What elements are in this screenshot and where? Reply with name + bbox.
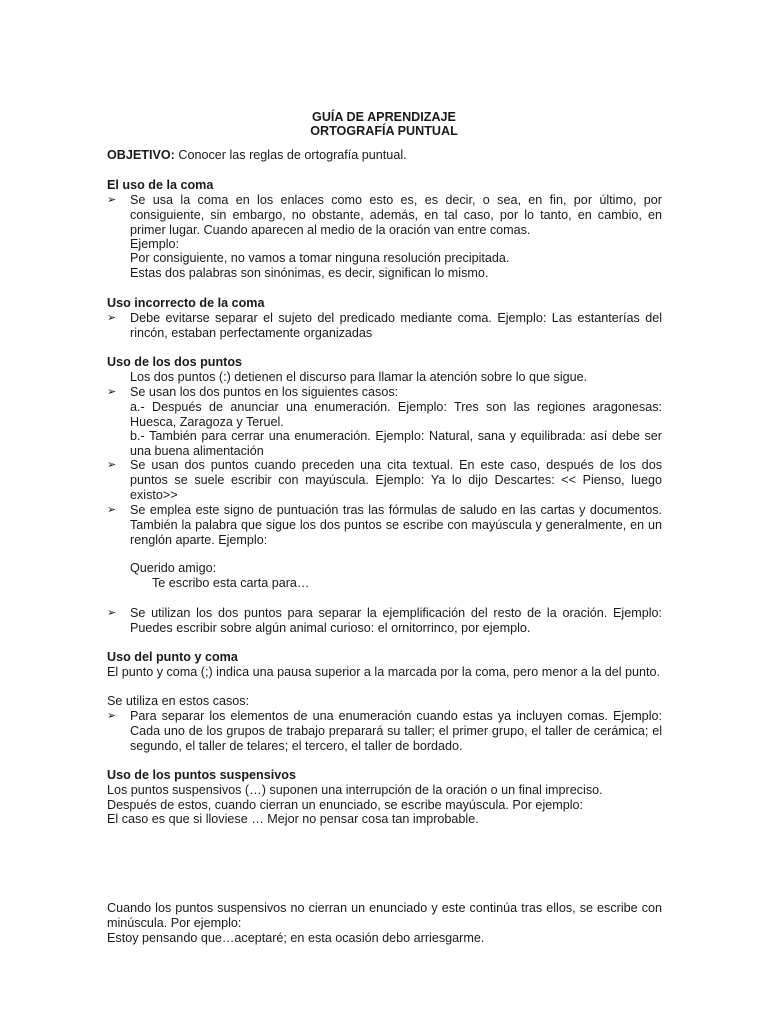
objective-text: Conocer las reglas de ortografía puntual.: [174, 148, 407, 162]
dos-puntos-bullet-4: [107, 606, 662, 636]
dos-puntos-case-b: b.- También para cerrar una enumeración. Ejemplo: Natural, sana y equilibrada: así debe ser una buena alimentación: [130, 429, 662, 458]
dos-puntos-bullet-2: [107, 458, 662, 502]
section-heading-punto-coma: Uso del punto y coma: [107, 650, 238, 664]
suspensivos-line-3: El caso es que si lloviese … Mejor no pensar cosa tan improbable.: [107, 812, 479, 826]
punto-coma-bullet-1: [107, 709, 662, 753]
suspensivos-line-1: Los puntos suspensivos (…) suponen una interrupción de la oración o un final impreciso.: [107, 783, 603, 797]
punto-coma-bullet-text: Para separar los elementos de una enumeración cuando estas ya incluyen comas. Ejemplo: Cada uno de los grupos de trabajo preparará su taller; el primer grupo, el taller de cerámica; el segundo, el taller de telares; el tercero, el taller de bordado.: [130, 709, 662, 753]
dos-puntos-intro: Los dos puntos (:) detienen el discurso para llamar la atención sobre lo que sigue.: [130, 370, 588, 384]
doc-subtitle: ORTOGRAFÍA PUNTUAL: [310, 124, 458, 138]
objective-label: OBJETIVO:: [107, 148, 175, 162]
letter-body: Te escribo esta carta para…: [152, 576, 310, 590]
incorrecto-bullet-1: [107, 311, 662, 341]
doc-title: GUÍA DE APRENDIZAJE: [312, 110, 456, 124]
punto-coma-intro: El punto y coma (;) indica una pausa superior a la marcada por la coma, pero menor a la del punto.: [107, 665, 661, 679]
coma-bullet-1: [107, 193, 662, 237]
section-heading-suspensivos: Uso de los puntos suspensivos: [107, 768, 296, 782]
dos-puntos-bullet-1-text: Se usan los dos puntos en los siguientes casos:: [130, 385, 399, 399]
bullet-arrow-icon: ➢: [107, 710, 117, 722]
bullet-arrow-icon: ➢: [107, 312, 117, 324]
coma-example-1: Por consiguiente, no vamos a tomar ninguna resolución precipitada.: [130, 251, 510, 265]
dos-puntos-case-a: a.- Después de anunciar una enumeración. Ejemplo: Tres son las regiones aragonesas: Huesca, Zaragoza y Teruel.: [130, 400, 662, 429]
bullet-arrow-icon: ➢: [107, 386, 117, 398]
coma-example-2: Estas dos palabras son sinónimas, es decir, significan lo mismo.: [130, 266, 489, 280]
dos-puntos-bullet-2-text: Se usan dos puntos cuando preceden una cita textual. En este caso, después de los dos puntos se suele escribir con mayúscula. Ejemplo: Ya lo dijo Descartes: << Pienso, luego existo>>: [130, 458, 662, 502]
punto-coma-intro-2: Se utiliza en estos casos:: [107, 694, 250, 708]
bullet-arrow-icon: ➢: [107, 194, 117, 206]
coma-bullet-text: Se usa la coma en los enlaces como esto es, es decir, o sea, en fin, por último, por consiguiente, sin embargo, no obstante, además, en tal caso, por lo tanto, en cambio, en primer lugar. Cuando aparecen al medio de la oración van entre comas.: [130, 193, 662, 237]
bullet-arrow-icon: ➢: [107, 607, 117, 619]
suspensivos-line-2: Después de estos, cuando cierran un enunciado, se escribe mayúscula. Por ejemplo:: [107, 798, 584, 812]
suspensivos-para-2-example: Estoy pensando que…aceptaré; en esta ocasión debo arriesgarme.: [107, 931, 485, 945]
suspensivos-para-2: Cuando los puntos suspensivos no cierran un enunciado y este continúa tras ellos, se escribe con minúscula. Por ejemplo:: [107, 901, 662, 930]
objective-line: [107, 148, 662, 163]
dos-puntos-bullet-3: [107, 503, 662, 547]
incorrecto-bullet-text: Debe evitarse separar el sujeto del predicado mediante coma. Ejemplo: Las estanterías del rincón, estaban perfectamente organizadas: [130, 311, 662, 340]
dos-puntos-bullet-3-text: Se emplea este signo de puntuación tras las fórmulas de saludo en las cartas y documentos. También la palabra que sigue los dos puntos se escribe con mayúscula y generalmente, en un renglón aparte. Ejemplo:: [130, 503, 662, 547]
bullet-arrow-icon: ➢: [107, 504, 117, 516]
dos-puntos-bullet-1: [107, 385, 662, 400]
section-heading-coma: El uso de la coma: [107, 178, 214, 192]
coma-example-label: Ejemplo:: [130, 237, 179, 251]
bullet-arrow-icon: ➢: [107, 459, 117, 471]
letter-greeting: Querido amigo:: [130, 561, 217, 575]
section-heading-dos-puntos: Uso de los dos puntos: [107, 355, 243, 369]
dos-puntos-bullet-4-text: Se utilizan los dos puntos para separar la ejemplificación del resto de la oración. Ejemplo: Puedes escribir sobre algún animal curioso: el ornitorrinco, por ejemplo.: [130, 606, 662, 635]
section-heading-incorrecto: Uso incorrecto de la coma: [107, 296, 265, 310]
